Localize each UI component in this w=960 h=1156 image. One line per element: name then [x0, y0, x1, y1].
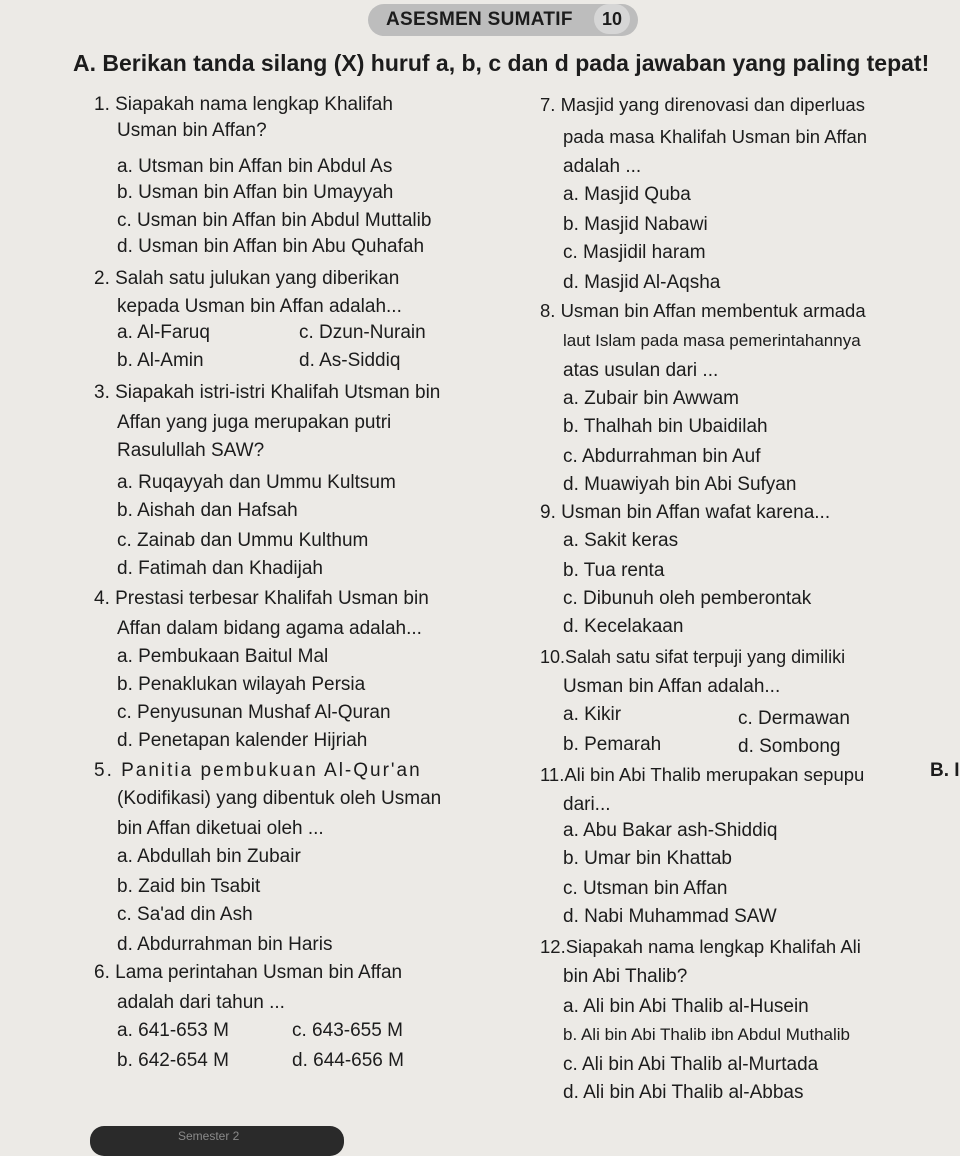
option-12d[interactable]: d. Ali bin Abi Thalib al-Abbas	[563, 1082, 804, 1103]
question-4: 4. Prestasi terbesar Khalifah Usman bin	[94, 588, 429, 609]
option-1c[interactable]: c. Usman bin Affan bin Abdul Muttalib	[117, 210, 432, 231]
option-3d[interactable]: d. Fatimah dan Khadijah	[117, 558, 323, 579]
option-5b[interactable]: b. Zaid bin Tsabit	[117, 876, 261, 897]
option-10d[interactable]: d. Sombong	[738, 736, 841, 757]
option-10a[interactable]: a. Kikir	[563, 704, 622, 725]
option-7d[interactable]: d. Masjid Al-Aqsha	[563, 272, 721, 293]
question-12-cont: bin Abi Thalib?	[563, 966, 688, 987]
question-4-cont: Affan dalam bidang agama adalah...	[117, 618, 422, 639]
option-4a[interactable]: a. Pembukaan Baitul Mal	[117, 646, 329, 667]
option-2c[interactable]: c. Dzun-Nurain	[299, 322, 426, 343]
section-instruction: A. Berikan tanda silang (X) huruf a, b, c dan d pada jawaban yang paling tepat!	[73, 50, 930, 76]
question-1-cont: Usman bin Affan?	[117, 120, 267, 141]
option-1a[interactable]: a. Utsman bin Affan bin Abdul As	[117, 156, 393, 177]
question-11-cont: dari...	[563, 794, 611, 815]
option-3c[interactable]: c. Zainab dan Ummu Kulthum	[117, 530, 369, 551]
option-11b[interactable]: b. Umar bin Khattab	[563, 848, 732, 869]
option-3b[interactable]: b. Aishah dan Hafsah	[117, 500, 298, 521]
option-12c[interactable]: c. Ali bin Abi Thalib al-Murtada	[563, 1054, 819, 1075]
option-4d[interactable]: d. Penetapan kalender Hijriah	[117, 730, 368, 751]
option-11a[interactable]: a. Abu Bakar ash-Shiddiq	[563, 820, 778, 841]
option-6d[interactable]: d. 644-656 M	[292, 1050, 404, 1071]
option-7b[interactable]: b. Masjid Nabawi	[563, 214, 708, 235]
option-8a[interactable]: a. Zubair bin Awwam	[563, 388, 740, 409]
question-11: 11.Ali bin Abi Thalib merupakan sepupu	[540, 764, 865, 785]
option-7a[interactable]: a. Masjid Quba	[563, 184, 691, 205]
question-8-cont2: atas usulan dari ...	[563, 360, 719, 381]
option-10c[interactable]: c. Dermawan	[738, 708, 850, 729]
option-6c[interactable]: c. 643-655 M	[292, 1020, 403, 1041]
question-7: 7. Masjid yang direnovasi dan diperluas	[540, 94, 865, 115]
option-6a[interactable]: a. 641-653 M	[117, 1020, 229, 1041]
question-8-cont1: laut Islam pada masa pemerintahannya	[563, 331, 861, 350]
footer-semester: Semester 2	[178, 1129, 240, 1143]
question-1: 1. Siapakah nama lengkap Khalifah	[94, 94, 393, 115]
option-5d[interactable]: d. Abdurrahman bin Haris	[117, 934, 333, 955]
option-10b[interactable]: b. Pemarah	[563, 734, 662, 755]
option-4c[interactable]: c. Penyusunan Mushaf Al-Quran	[117, 702, 391, 723]
question-3: 3. Siapakah istri-istri Khalifah Utsman bin	[94, 382, 441, 403]
option-12a[interactable]: a. Ali bin Abi Thalib al-Husein	[563, 996, 809, 1017]
question-10: 10.Salah satu sifat terpuji yang dimiliki	[540, 647, 846, 667]
option-2a[interactable]: a. Al-Faruq	[117, 322, 210, 343]
option-11c[interactable]: c. Utsman bin Affan	[563, 878, 728, 899]
option-2b[interactable]: b. Al-Amin	[117, 350, 204, 371]
option-2d[interactable]: d. As-Siddiq	[299, 350, 401, 371]
question-5-cont1: (Kodifikasi) yang dibentuk oleh Usman	[117, 788, 442, 809]
question-3-cont1: Affan yang juga merupakan putri	[117, 412, 392, 433]
option-7c[interactable]: c. Masjidil haram	[563, 242, 706, 263]
option-9b[interactable]: b. Tua renta	[563, 560, 665, 581]
option-3a[interactable]: a. Ruqayyah dan Ummu Kultsum	[117, 472, 396, 493]
assessment-title: ASESMEN SUMATIF	[386, 9, 573, 30]
question-7-cont1: pada masa Khalifah Usman bin Affan	[563, 126, 868, 147]
option-1d[interactable]: d. Usman bin Affan bin Abu Quhafah	[117, 236, 425, 257]
question-5: 5. Panitia pembukuan Al-Qur'an	[94, 760, 422, 781]
question-6: 6. Lama perintahan Usman bin Affan	[94, 962, 403, 983]
assessment-number: 10	[594, 4, 630, 34]
section-b-label: B. I	[930, 760, 960, 781]
option-5a[interactable]: a. Abdullah bin Zubair	[117, 846, 301, 867]
question-3-cont2: Rasulullah SAW?	[117, 440, 265, 461]
question-8: 8. Usman bin Affan membentuk armada	[540, 300, 866, 321]
question-6-cont: adalah dari tahun ...	[117, 992, 285, 1013]
question-12: 12.Siapakah nama lengkap Khalifah Ali	[540, 936, 861, 957]
option-8b[interactable]: b. Thalhah bin Ubaidilah	[563, 416, 768, 437]
question-7-cont2: adalah ...	[563, 156, 642, 177]
option-8d[interactable]: d. Muawiyah bin Abi Sufyan	[563, 474, 797, 495]
question-2: 2. Salah satu julukan yang diberikan	[94, 268, 400, 289]
question-9: 9. Usman bin Affan wafat karena...	[540, 502, 831, 523]
option-1b[interactable]: b. Usman bin Affan bin Umayyah	[117, 182, 394, 203]
option-12b[interactable]: b. Ali bin Abi Thalib ibn Abdul Muthalib	[563, 1025, 850, 1044]
option-9a[interactable]: a. Sakit keras	[563, 530, 679, 551]
option-11d[interactable]: d. Nabi Muhammad SAW	[563, 906, 777, 927]
option-9c[interactable]: c. Dibunuh oleh pemberontak	[563, 588, 812, 609]
option-6b[interactable]: b. 642-654 M	[117, 1050, 229, 1071]
option-4b[interactable]: b. Penaklukan wilayah Persia	[117, 674, 366, 695]
option-5c[interactable]: c. Sa'ad din Ash	[117, 904, 253, 925]
question-2-cont: kepada Usman bin Affan adalah...	[117, 296, 402, 317]
question-10-cont: Usman bin Affan adalah...	[563, 676, 781, 697]
option-9d[interactable]: d. Kecelakaan	[563, 616, 684, 637]
option-8c[interactable]: c. Abdurrahman bin Auf	[563, 446, 761, 467]
question-5-cont2: bin Affan diketuai oleh ...	[117, 818, 324, 839]
